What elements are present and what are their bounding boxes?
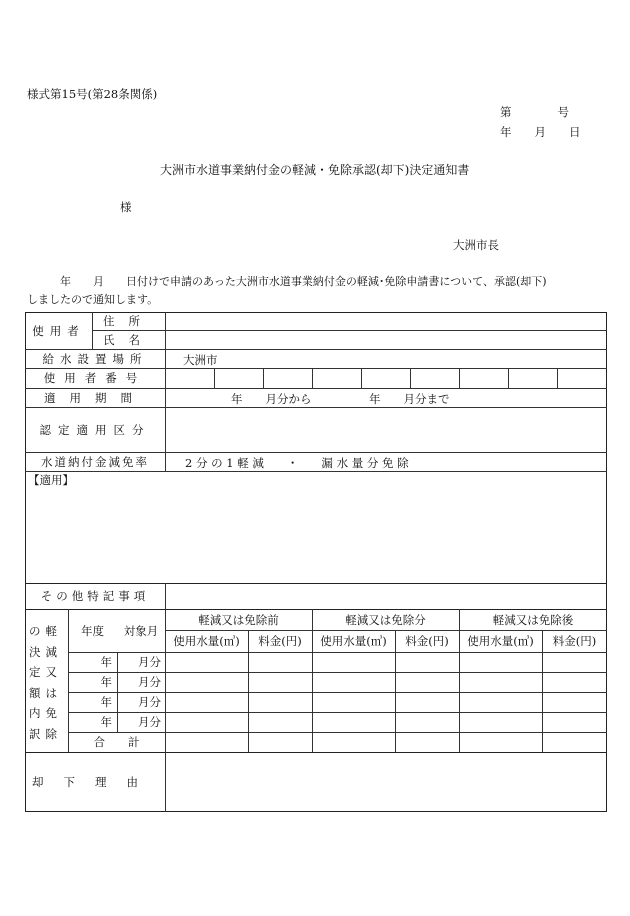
apply-field[interactable]	[26, 488, 606, 582]
rate-options: 2 分 の 1 軽 減 ・ 漏 水 量 分 免 除	[185, 456, 409, 470]
form-number-label: 様式第15号(第28条関係)	[27, 87, 158, 101]
user-number-boxes[interactable]	[166, 369, 606, 387]
other-notes-field[interactable]	[166, 584, 606, 609]
before-group-header: 軽減又は免除前	[198, 612, 279, 627]
row-month-unit: 月分	[138, 715, 161, 729]
row-year-unit: 年	[100, 675, 112, 689]
month-header: 対象月	[123, 623, 159, 638]
issuer-name: 大洲市長	[453, 238, 499, 252]
reject-reason-field[interactable]	[166, 753, 606, 811]
document-number: 第 号	[500, 105, 569, 119]
supply-place-value: 大洲市	[183, 353, 218, 367]
fee-header: 料金(円)	[552, 634, 597, 648]
category-field[interactable]	[166, 408, 606, 452]
recipient-suffix: 様	[120, 200, 132, 214]
address-label: 住所	[103, 314, 154, 328]
row-year-unit: 年	[100, 715, 112, 729]
total-label: 合 計	[93, 735, 140, 749]
body-text-line2: しましたので通知します。	[27, 293, 159, 306]
document-title: 大洲市水道事業納付金の軽減・免除承認(却下)決定通知書	[160, 163, 470, 177]
user-number-label: 使用者番号	[43, 371, 147, 385]
supply-place-label: 給水設置場所	[42, 351, 148, 366]
row-month-unit: 月分	[138, 675, 161, 689]
row-year-unit: 年	[100, 695, 112, 709]
row-divider	[25, 471, 607, 472]
water-volume-header: 使用水量(㎥)	[320, 634, 387, 648]
fee-header: 料金(円)	[405, 634, 449, 648]
name-label: 氏名	[103, 332, 154, 347]
water-volume-header: 使用水量(㎥)	[173, 634, 240, 648]
fee-header: 料金(円)	[258, 634, 302, 648]
rate-label: 水道納付金減免率	[41, 454, 149, 469]
reject-reason-label: 却下理由	[32, 775, 158, 789]
period-label: 適用期間	[44, 390, 146, 405]
document-date: 年 月 日	[500, 125, 581, 139]
category-label: 認定適用区分	[39, 422, 151, 437]
row-month-unit: 月分	[138, 655, 161, 669]
apply-label: 【適用】	[28, 473, 74, 487]
water-volume-header: 使用水量(㎥)	[467, 634, 534, 648]
year-header: 年度	[81, 623, 104, 638]
after-group-header: 軽減又は免除後	[492, 612, 574, 627]
user-label: 使用者	[32, 323, 85, 338]
body-text-line1: 年 月 日付けで申請のあった大洲市水道事業納付金の軽減･免除申請書について、承認(却下)	[27, 275, 547, 288]
period-text: 年 月分から 年 月分まで	[231, 392, 450, 406]
amount-group-header: 軽減又は免除分	[345, 612, 426, 627]
other-notes-label: その他特記事項	[40, 589, 150, 603]
address-field[interactable]	[166, 313, 606, 330]
name-field[interactable]	[166, 331, 606, 349]
row-month-unit: 月分	[138, 695, 161, 709]
row-year-unit: 年	[100, 655, 112, 669]
decision-breakdown-label: の軽 決減 定又 額は 内免 訳除	[29, 624, 62, 741]
